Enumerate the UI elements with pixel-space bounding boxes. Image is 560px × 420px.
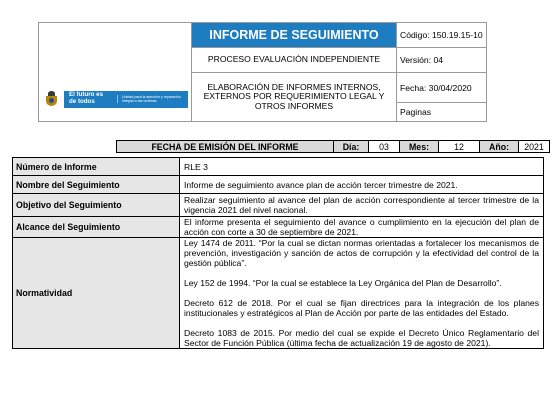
tracking-objective-value: Realizar seguimiento al avance del plan de acción correspondiente al tercer trimestre de la vigencia 2021 del nivel nacional. bbox=[180, 194, 544, 217]
document-title: INFORME DE SEGUIMIENTO bbox=[192, 23, 397, 48]
document-date: Fecha: 30/04/2020 bbox=[397, 73, 487, 103]
brand-slogan: El futuro es de todos bbox=[69, 91, 104, 105]
document-code: Código: 150.19.15-10 bbox=[397, 23, 487, 48]
logo-area bbox=[39, 23, 192, 122]
table-row bbox=[13, 176, 544, 194]
report-details-table bbox=[12, 157, 544, 349]
regulations-value bbox=[180, 238, 544, 349]
tracking-name-value: Informe de seguimiento avance plan de acción tercer trimestre de 2021. bbox=[180, 176, 544, 194]
day-value: 03 bbox=[369, 141, 400, 153]
table-row bbox=[13, 238, 544, 349]
government-brand-banner bbox=[64, 91, 188, 108]
regulations-label: Normatividad bbox=[13, 238, 180, 349]
colombia-crest-icon bbox=[45, 91, 58, 107]
emission-label: FECHA DE EMISIÓN DEL INFORME bbox=[117, 141, 334, 153]
document-version: Versión: 04 bbox=[397, 48, 487, 73]
report-number-value: RLE 3 bbox=[180, 158, 544, 176]
table-row bbox=[13, 194, 544, 217]
day-label: Día: bbox=[334, 141, 369, 153]
year-value: 2021 bbox=[519, 141, 550, 153]
document-pages: Paginas bbox=[397, 103, 487, 122]
process-name: PROCESO EVALUACIÒN INDEPENDIENTE bbox=[192, 48, 397, 73]
document-header bbox=[38, 22, 487, 122]
regulation-law-152: Ley 152 de 1994. “Por la cual se establece la Ley Orgánica del Plan de Desarrollo”. bbox=[184, 278, 502, 288]
elaboration-description: ELABORACIÓN DE INFORMES INTERNOS, EXTERNOS POR REQUERIMIENTO LEGAL Y OTROS INFORMES bbox=[192, 73, 397, 122]
month-label: Mes: bbox=[400, 141, 439, 153]
emission-date-bar bbox=[116, 140, 550, 153]
brand-unit-name: Unidad para la atención y reparación integral a las víctimas bbox=[117, 95, 184, 103]
logo bbox=[39, 89, 191, 121]
tracking-objective-label: Objetivo del Seguimiento bbox=[13, 194, 180, 217]
regulation-decree-612: Decreto 612 de 2018. Por el cual se fijan directrices para la integración de los planes institucionales y estratégicos al Plan de Acción por parte de las entidades del Estado. bbox=[184, 298, 539, 318]
report-number-label: Número de Informe bbox=[13, 158, 180, 176]
regulation-decree-1083: Decreto 1083 de 2015. Por medio del cual se expide el Decreto Único Reglamentario del Sector de Función Pública (última fecha de actualización 19 de agosto de 2021). bbox=[184, 328, 539, 348]
month-value: 12 bbox=[439, 141, 480, 153]
tracking-scope-value: El informe presenta el seguimiento del avance o cumplimiento en la ejecución del plan de acción con corte a 30 de septiembre de 2021. bbox=[180, 217, 544, 238]
table-row bbox=[13, 158, 544, 176]
tracking-name-label: Nombre del Seguimiento bbox=[13, 176, 180, 194]
year-label: Año: bbox=[480, 141, 519, 153]
tracking-scope-label: Alcance del Seguimiento bbox=[13, 217, 180, 238]
regulation-law-1474: Ley 1474 de 2011. “Por la cual se dictan normas orientadas a fortalecer los mecanismos de prevención, investigación y sanción de actos de corrupción y la efectividad del control de la gestión pública”. bbox=[184, 238, 539, 268]
table-row bbox=[13, 217, 544, 238]
